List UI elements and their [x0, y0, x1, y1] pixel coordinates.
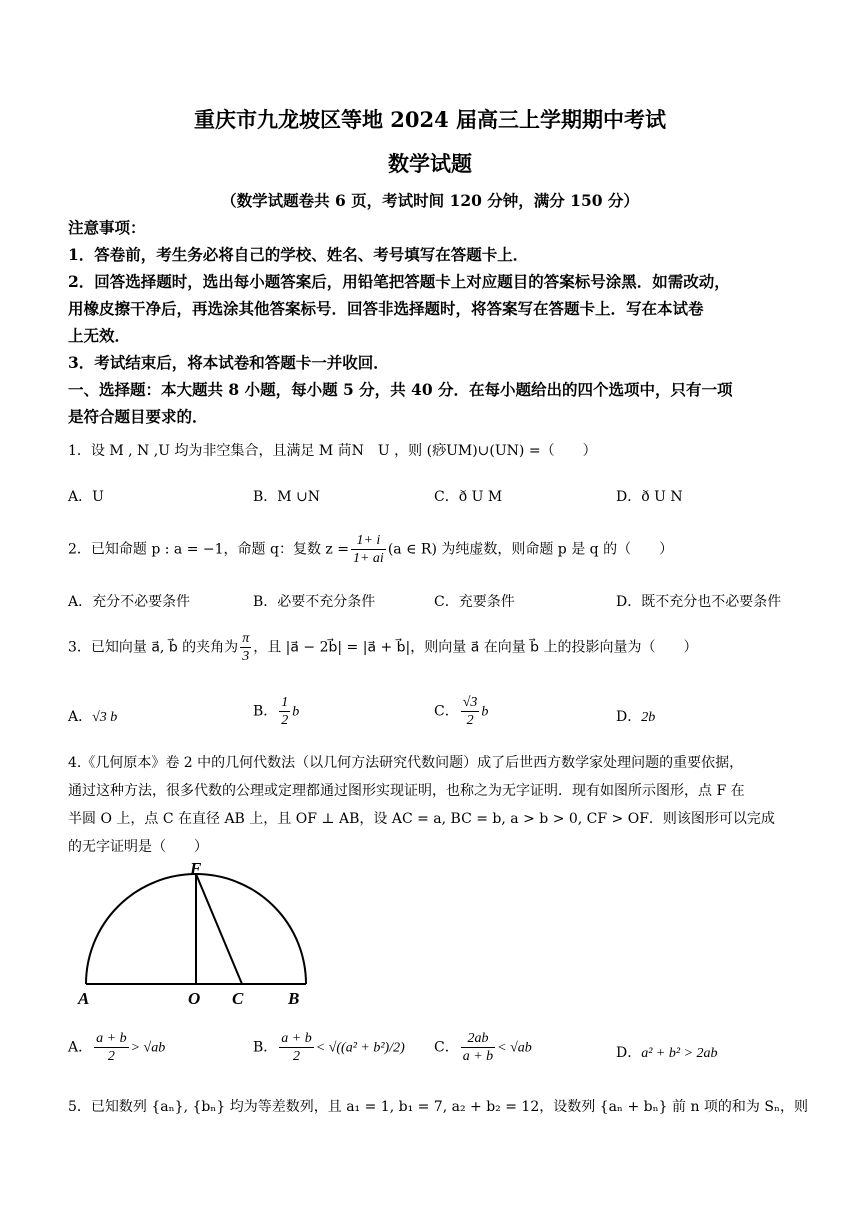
question-4-option-b-label: B．: [253, 1039, 278, 1056]
question-4-option-d-label: D．: [616, 1045, 642, 1061]
question-2-stem: [68, 532, 673, 567]
question-3-option-b: [253, 694, 310, 729]
question-4-option-b: [253, 1030, 405, 1065]
notice-item-2-line-1: 2．回答选择题时，选出每小题答案后，用铅笔把答题卡上对应题目的答案标号涂黑．如需改动，: [68, 272, 730, 291]
question-3-option-a-value: √3 b⃗: [92, 710, 129, 725]
question-3-option-c: [434, 694, 499, 729]
point-label-a: A: [78, 989, 90, 1008]
question-4-option-c-fraction: [461, 1030, 495, 1065]
notice-item-3: 3．考试结束后，将本试卷和答题卡一并收回．: [68, 353, 389, 372]
question-4-option-a: [68, 1030, 165, 1065]
question-3-option-c-tail: b⃗: [481, 704, 500, 720]
question-4-option-b-denominator: 2: [293, 1049, 301, 1064]
question-4-line-2: 通过这种方法，很多代数的公理或定理都通过图形实现证明，也称之为无字证明．现有如图所示图形，点 F 在: [68, 783, 745, 799]
question-4-line-4: 的无字证明是（ ）: [68, 839, 208, 855]
question-2-fraction-numerator: 1+ i: [351, 532, 386, 550]
question-2-stem-part-a: 2．已知命题 p : a = −1，命题 q：复数 z =: [68, 541, 349, 558]
point-label-b: B: [288, 989, 300, 1008]
question-4-option-a-denominator: 2: [107, 1049, 115, 1064]
question-3-option-d-label: D．: [616, 709, 642, 725]
question-2-fraction-denominator: 1+ ai: [352, 551, 384, 566]
question-3-option-a-label: A．: [68, 709, 93, 725]
question-4-figure: [72, 852, 312, 1010]
question-2-stem-part-b: (a ∈ R) 为纯虚数，则命题 p 是 q 的（ ）: [387, 541, 674, 558]
section-1-line-2: 是符合题目要求的．: [68, 407, 208, 426]
question-3-option-c-fraction: [461, 694, 480, 729]
question-1-option-c: C．ð U M: [434, 489, 503, 505]
question-1-option-a: A．U: [68, 489, 104, 505]
notice-item-2-line-3: 上无效．: [68, 326, 131, 345]
question-2-option-a: A．充分不必要条件: [68, 594, 191, 610]
question-3-stem-part-a: 3．已知向量 a⃗, b⃗ 的夹角为: [68, 639, 239, 656]
question-3-stem: [68, 630, 698, 665]
point-label-c: C: [232, 989, 244, 1008]
question-4-option-c: [434, 1030, 532, 1065]
notice-item-1: 1．答卷前，考生务必将自己的学校、姓名、考号填写在答题卡上．: [68, 245, 529, 264]
question-4-option-a-numerator: a + b: [96, 1031, 127, 1046]
question-4-option-b-tail: < √((a² + b²)/2): [315, 1040, 405, 1056]
question-1-option-d: D．ð U N: [616, 489, 683, 505]
question-2-option-d: D．既不充分也不必要条件: [616, 594, 782, 610]
question-4-option-c-tail: < √ab: [497, 1040, 532, 1056]
question-3-fraction-numerator: π: [242, 631, 250, 646]
question-4-option-b-fraction: [279, 1030, 313, 1065]
point-label-f: F: [190, 859, 202, 878]
question-3-option-b-denominator: 2: [281, 713, 289, 728]
question-2-fraction: [351, 532, 386, 567]
question-4-option-d-value: a² + b² > 2ab: [641, 1046, 718, 1061]
question-4-option-d: [616, 1042, 718, 1062]
segment-cf: [196, 874, 242, 984]
question-3-option-b-tail: b⃗: [292, 704, 311, 720]
notice-item-2-line-2: 用橡皮擦干净后，再选涂其他答案标号．回答非选择题时，将答案写在答题卡上．写在本试卷: [68, 299, 704, 318]
question-3-fraction: [240, 630, 251, 665]
question-3-option-a: [68, 706, 128, 726]
question-3-stem-part-b: ，且 |a⃗ − 2b⃗| = |a⃗ + b⃗|，则向量 a⃗ 在向量 b⃗ 上的投影向量为（ ）: [253, 639, 698, 656]
question-2-option-c: C．充要条件: [434, 594, 515, 610]
question-3-option-b-label: B．: [253, 703, 278, 720]
exam-subtitle: 数学试题: [388, 151, 472, 176]
exam-title: 重庆市九龙坡区等地 2024 届高三上学期期中考试: [193, 107, 667, 132]
question-1-option-b: B．M ∪N: [253, 489, 321, 505]
point-label-o: O: [188, 989, 201, 1008]
question-3-option-c-numerator: √3: [462, 695, 478, 710]
question-4-option-a-fraction: [94, 1030, 128, 1065]
question-4-option-c-label: C．: [434, 1039, 459, 1056]
question-3-option-c-denominator: 2: [466, 713, 474, 728]
section-1-line-1: 一、选择题：本大题共 8 小题，每小题 5 分，共 40 分．在每小题给出的四个选项中，只有一项: [68, 380, 733, 399]
question-3-option-c-label: C．: [434, 703, 459, 720]
question-4-option-c-numerator: 2ab: [461, 1030, 495, 1048]
question-3-option-b-numerator: 1: [281, 695, 289, 710]
question-2-option-b: B．必要不充分条件: [253, 594, 376, 610]
question-3-option-d-value: 2b⃗: [641, 710, 667, 725]
question-4-option-b-numerator: a + b: [281, 1031, 312, 1046]
question-1-stem: 1．设 M , N ,U 均为非空集合，且满足 M 苘N U ，则 (痧UM)∪(UN) =（ ）: [68, 443, 597, 459]
exam-note: （数学试题卷共 6 页，考试时间 120 分钟，满分 150 分）: [221, 191, 639, 210]
notice-heading: 注意事项：: [68, 218, 146, 237]
question-5-stem: 5．已知数列 {aₙ}, {bₙ} 均为等差数列，且 a₁ = 1, b₁ = 7, a₂ + b₂ = 12，设数列 {aₙ + bₙ} 前 n 项的和为 Sₙ，则: [68, 1099, 809, 1115]
question-4-option-a-label: A．: [68, 1039, 93, 1056]
question-4-line-3: 半圆 O 上，点 C 在直径 AB 上，且 OF ⊥ AB，设 AC = a, BC = b, a > b > 0, CF > OF．则该图形可以完成: [68, 811, 775, 827]
question-4-line-1: 4.《几何原本》卷 2 中的几何代数法（以几何方法研究代数问题）成了后世西方数学家处理问题的重要依据，: [68, 755, 744, 771]
question-3-option-b-fraction: [279, 694, 290, 729]
question-3-fraction-denominator: 3: [242, 649, 250, 664]
question-3-option-d: [616, 706, 666, 726]
question-4-option-c-denominator: a + b: [462, 1049, 494, 1064]
question-4-option-a-tail: > √ab: [130, 1040, 166, 1056]
